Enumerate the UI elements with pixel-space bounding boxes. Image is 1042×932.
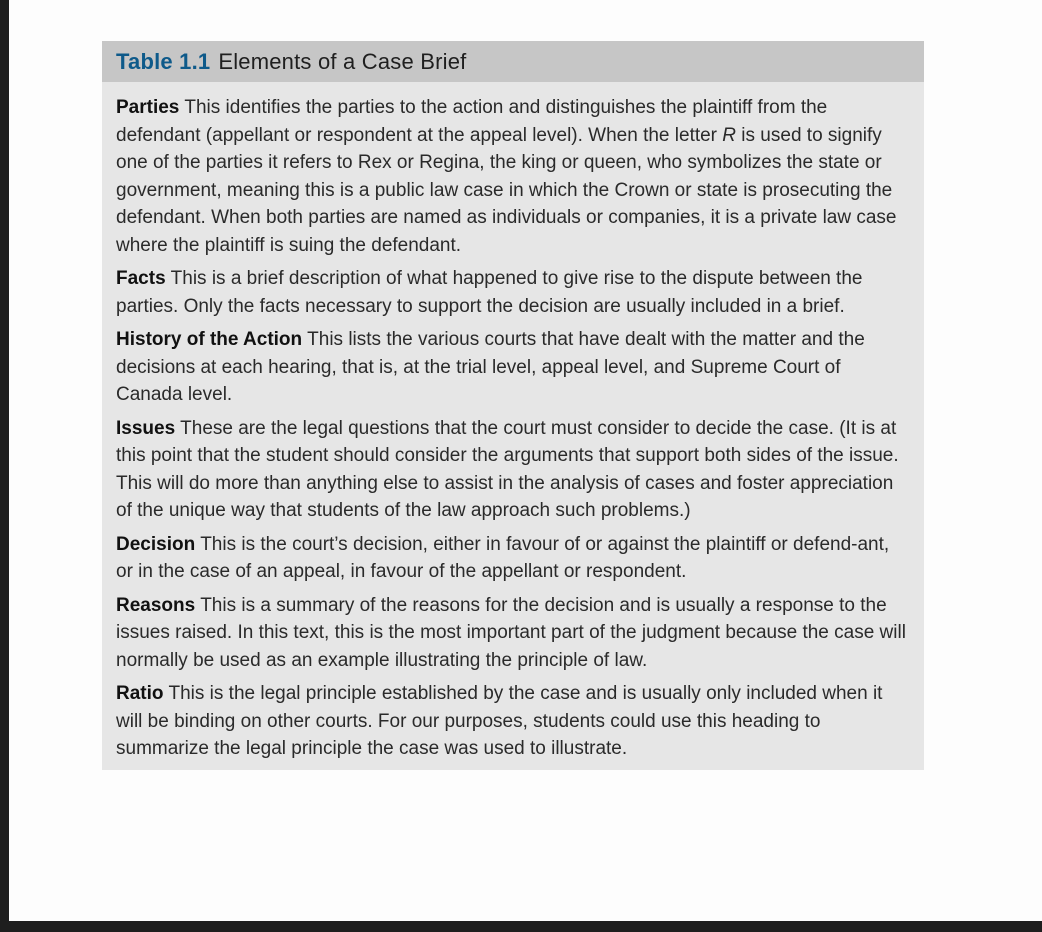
entry-term: Ratio [116, 683, 164, 704]
entry-parties [116, 94, 910, 259]
entry-issues [116, 415, 910, 525]
entry-text: is used to signify one of the parties it refers to Rex or Regina, the king or queen, who symbolizes the state or government, meaning this is a public law case in which the Crown or state is prosecuting the defendant. When both parties are named as individuals or companies, it is a private law case where the plaintiff is suing the defendant. [116, 124, 897, 256]
table-body [102, 82, 924, 763]
entry-history-of-the-action [116, 326, 910, 409]
entry-text: This lists the various courts that have dealt with the matter and the decisions at each hearing, that is, at the trial level, appeal level, and Supreme Court of Canada level. [116, 329, 865, 405]
table-caption: Elements of a Case Brief [218, 48, 467, 74]
document-page [9, 0, 1042, 921]
entry-term: History of the Action [116, 329, 303, 350]
entry-decision [116, 531, 910, 586]
entry-text: These are the legal questions that the court must consider to decide the case. (It is at this point that the student should consider the arguments that support both sides of the issue. This will do more than anything else to assist in the analysis of cases and foster appreciation of the unique way that students of the law approach such problems.) [116, 417, 899, 521]
entry-text: This is the legal principle established by the case and is usually only included when it will be binding on other courts. For our purposes, students could use this heading to summarize the legal principle the case was used to illustrate. [116, 683, 883, 759]
entry-text: This identifies the parties to the action and distinguishes the plaintiff from the defendant (appellant or respondent at the appeal level). When the letter [116, 97, 828, 146]
table-number: Table 1.1 [116, 48, 211, 74]
entry-term: Decision [116, 533, 196, 555]
entry-reasons [116, 592, 910, 675]
entry-text: This is the court’s decision, either in favour of or against the plaintiff or defend-ant, or in the case of an appeal, in favour of the appellant or respondent. [116, 533, 890, 582]
entry-term: Facts [116, 268, 166, 289]
entry-text-italic: R [722, 124, 737, 146]
entry-term: Issues [116, 417, 176, 439]
entry-term: Parties [116, 97, 180, 118]
entry-ratio [116, 680, 910, 763]
table-title [116, 49, 466, 75]
entry-facts [116, 265, 910, 320]
entry-term: Reasons [116, 594, 196, 616]
case-brief-table [102, 41, 924, 770]
table-header [102, 41, 924, 82]
entry-text: This is a brief description of what happened to give rise to the dispute between the parties. Only the facts necessary to support the decision are usually included in a brief. [116, 268, 863, 317]
entry-text: This is a summary of the reasons for the decision and is usually a response to the issues raised. In this text, this is the most important part of the judgment because the case will normally be used as an example illustrating the principle of law. [116, 594, 906, 671]
